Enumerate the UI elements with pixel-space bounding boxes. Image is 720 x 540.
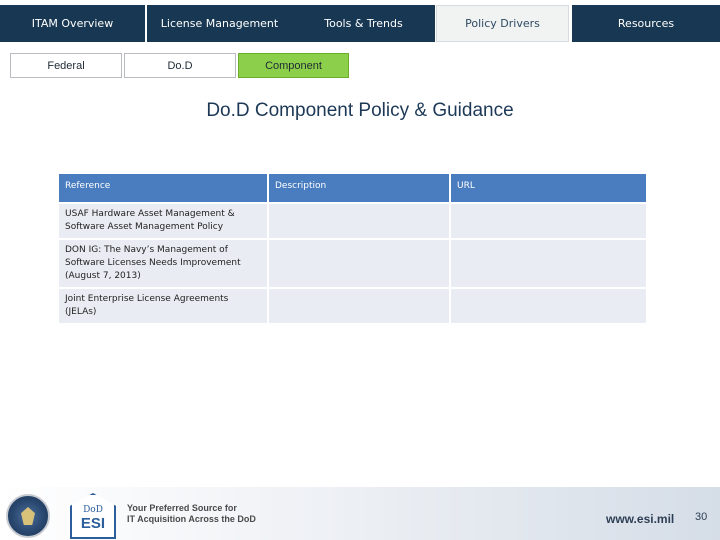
tab-resources[interactable]: Resources <box>572 5 720 42</box>
tagline-line-1: Your Preferred Source for <box>127 503 237 513</box>
tab-license-management[interactable]: License Management <box>147 5 292 42</box>
column-header-reference: Reference <box>58 173 268 203</box>
esi-logo <box>70 493 116 539</box>
tab-itam-overview[interactable]: ITAM Overview <box>0 5 145 42</box>
policy-table <box>57 172 648 325</box>
subtab-dod[interactable]: Do.D <box>124 53 236 78</box>
top-navigation <box>0 0 720 45</box>
table-row <box>58 288 647 324</box>
description-cell <box>268 203 450 239</box>
description-cell <box>268 288 450 324</box>
subtab-federal[interactable]: Federal <box>10 53 122 78</box>
footer-url-link[interactable]: www.esi.mil <box>606 512 675 526</box>
tagline-line-2: IT Acquisition Across the DoD <box>127 514 256 524</box>
url-cell <box>450 203 647 239</box>
tab-policy-drivers[interactable]: Policy Drivers <box>436 5 569 42</box>
url-cell <box>450 239 647 288</box>
url-cell <box>450 288 647 324</box>
reference-cell: Joint Enterprise License Agreements (JELAs) <box>58 288 268 324</box>
table-row <box>58 203 647 239</box>
reference-cell: DON IG: The Navy’s Management of Software Licenses Needs Improvement (August 7, 2013) <box>58 239 268 288</box>
logo-dod-text: DoD <box>83 505 103 515</box>
tab-tools-trends[interactable]: Tools & Trends <box>292 5 435 42</box>
page-title: Do.D Component Policy & Guidance <box>206 100 514 121</box>
column-header-description: Description <box>268 173 450 203</box>
footer-tagline <box>127 503 256 525</box>
table-header-row <box>58 173 647 203</box>
subtab-component[interactable]: Component <box>238 53 349 78</box>
table-row <box>58 239 647 288</box>
logo-esi-text: ESI <box>80 515 106 532</box>
reference-cell: USAF Hardware Asset Management & Software Asset Management Policy <box>58 203 268 239</box>
column-header-url: URL <box>450 173 647 203</box>
page-number: 30 <box>695 511 708 523</box>
description-cell <box>268 239 450 288</box>
dod-seal-icon <box>6 494 50 538</box>
